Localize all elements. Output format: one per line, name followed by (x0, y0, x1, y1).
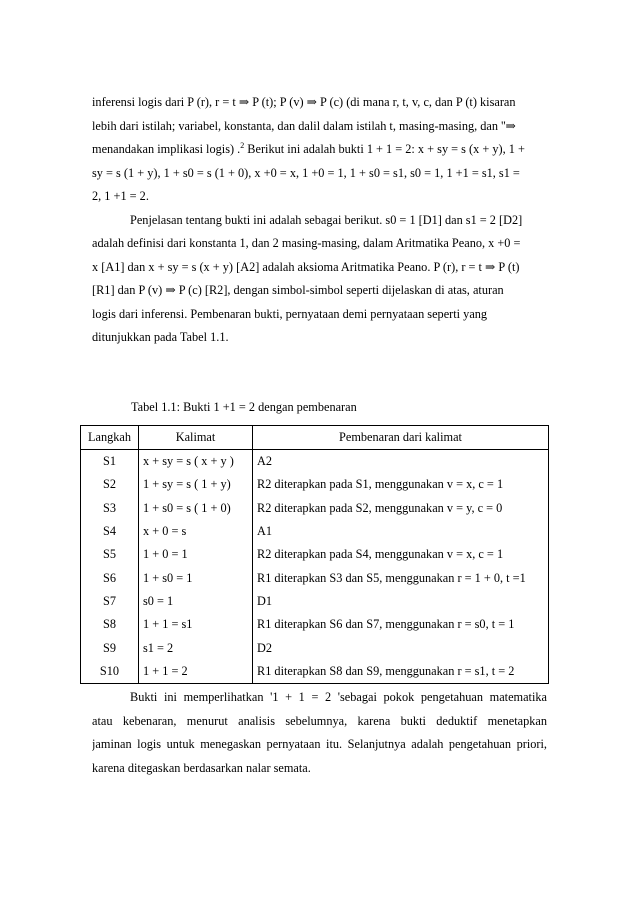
text-line: inferensi logis dari P (r), r = t ⇒ P (t); P (v) ⇒ P (c) (di mana r, t, v, c, dan P (t) kisaran (92, 95, 516, 109)
text-line: x [A1] dan x + sy = s (x + y) [A2] adalah aksioma Aritmatika Peano. P (r), r = t ⇒ P (t) (92, 259, 520, 274)
paragraph-conclusion (92, 686, 547, 780)
text-line (92, 138, 547, 162)
table-row (81, 450, 549, 474)
table-caption: Tabel 1.1: Bukti 1 +1 = 2 dengan pembenaran (131, 400, 357, 414)
text-fragment: menandakan implikasi logis) . (92, 142, 241, 156)
cell-step: S1 (81, 450, 139, 474)
paragraph-inference (92, 91, 547, 209)
table-row (81, 543, 549, 566)
cell-step: S8 (81, 613, 139, 636)
cell-justification: R1 diterapkan S6 dan S7, menggunakan r = s0, t = 1 (253, 613, 549, 636)
cell-sentence: 1 + 1 = 2 (139, 660, 253, 684)
cell-sentence: s0 = 1 (139, 590, 253, 613)
cell-sentence: 1 + s0 = s ( 1 + 0) (139, 497, 253, 520)
paragraph-explanation (92, 209, 547, 350)
cell-step: S5 (81, 543, 139, 566)
text-line: atau kebenaran, menurut analisis sebelumnya, karena bukti deduktif menetapkan (92, 713, 547, 728)
text-line: sy = s (1 + y), 1 + s0 = s (1 + 0), x +0 = x, 1 +0 = 1, 1 + s0 = s1, s0 = 1, 1 +1 = s1, s1 = (92, 165, 520, 180)
text-line: adalah definisi dari konstanta 1, dan 2 masing-masing, dalam Aritmatika Peano, x +0 = (92, 236, 521, 250)
cell-justification: R1 diterapkan S8 dan S9, menggunakan r = s1, t = 2 (253, 660, 549, 684)
text-line: Penjelasan tentang bukti ini adalah sebagai berikut. s0 = 1 [D1] dan s1 = 2 [D2] (130, 212, 523, 227)
cell-justification: R2 diterapkan pada S4, menggunakan v = x, c = 1 (253, 543, 549, 566)
table-header-row (81, 426, 549, 450)
cell-justification: D2 (253, 636, 549, 659)
cell-sentence: x + 0 = s (139, 520, 253, 543)
cell-step: S4 (81, 520, 139, 543)
table-row (81, 613, 549, 636)
table-row (81, 520, 549, 543)
cell-step: S7 (81, 590, 139, 613)
cell-sentence: 1 + s0 = 1 (139, 566, 253, 589)
cell-sentence: s1 = 2 (139, 636, 253, 659)
cell-justification: R2 diterapkan pada S1, menggunakan v = x, c = 1 (253, 473, 549, 496)
text-line: Bukti ini memperlihatkan '1 + 1 = 2 'sebagai pokok pengetahuan matematika (130, 690, 547, 704)
cell-justification: A1 (253, 520, 549, 543)
cell-step: S3 (81, 497, 139, 520)
cell-step: S9 (81, 636, 139, 659)
text-line: logis dari inferensi. Pembenaran bukti, pernyataan demi pernyataan seperti yang (92, 306, 488, 321)
text-line: 2, 1 +1 = 2. (92, 189, 149, 203)
cell-sentence: 1 + sy = s ( 1 + y) (139, 473, 253, 496)
header-pembenaran: Pembenaran dari kalimat (253, 426, 549, 450)
cell-justification: R1 diterapkan S3 dan S5, menggunakan r = 1 + 0, t =1 (253, 566, 549, 589)
cell-sentence: 1 + 0 = 1 (139, 543, 253, 566)
cell-justification: R2 diterapkan pada S2, menggunakan v = y, c = 0 (253, 497, 549, 520)
cell-step: S2 (81, 473, 139, 496)
text-line: [R1] dan P (v) ⇒ P (c) [R2], dengan simbol-simbol seperti dijelaskan di atas, aturan (92, 283, 504, 297)
cell-sentence: 1 + 1 = s1 (139, 613, 253, 636)
table-row (81, 636, 549, 659)
cell-step: S6 (81, 566, 139, 589)
cell-step: S10 (81, 660, 139, 684)
header-kalimat: Kalimat (139, 426, 253, 450)
text-line: ditunjukkan pada Tabel 1.1. (92, 330, 229, 344)
text-line: lebih dari istilah; variabel, konstanta, dan dalil dalam istilah t, masing-masing, dan ''⇒ (92, 118, 516, 133)
text-line: jaminan logis untuk menegaskan pernyataan itu. Selanjutnya adalah pengetahuan priori, (92, 737, 547, 751)
cell-justification: D1 (253, 590, 549, 613)
table-row (81, 590, 549, 613)
header-langkah: Langkah (81, 426, 139, 450)
table-row (81, 497, 549, 520)
text-line: karena ditegaskan berdasarkan nalar semata. (92, 760, 311, 775)
table-row (81, 566, 549, 589)
cell-sentence: x + sy = s ( x + y ) (139, 450, 253, 474)
text-fragment: Berikut ini adalah bukti 1 + 1 = 2: x + sy = s (x + y), 1 + (244, 142, 525, 156)
proof-table (80, 425, 549, 684)
table-row (81, 660, 549, 684)
footnote-marker: 2 (240, 140, 245, 150)
table-row (81, 473, 549, 496)
cell-justification: A2 (253, 450, 549, 474)
